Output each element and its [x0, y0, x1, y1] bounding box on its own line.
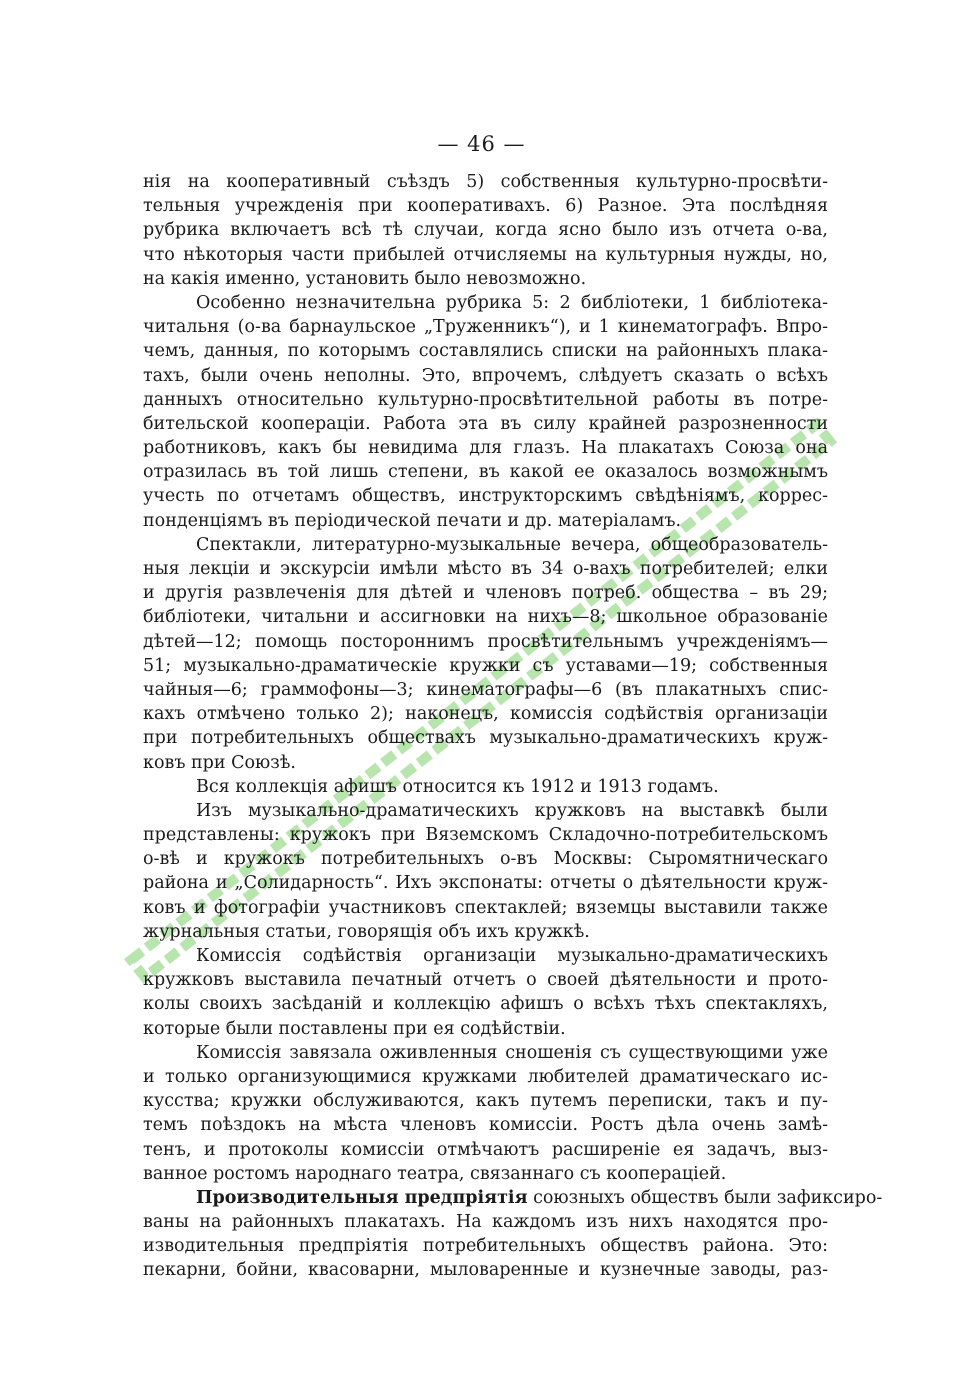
text-line: тенъ, и протоколы комиссіи отмѣчаютъ расширеніе ея задачъ, выз-	[143, 1139, 828, 1160]
text-run: союзныхъ обществъ были зафиксиро-	[527, 1187, 883, 1208]
text-line: дѣтей—12; помощь постороннимъ просвѣтительнымъ учрежденіямъ—	[143, 631, 828, 652]
text-line: ванное ростомъ народнаго театра, связаннаго съ коопераціей.	[143, 1163, 727, 1184]
text-line: и другія развлеченія для дѣтей и членовъ потреб. общества – въ 29;	[143, 583, 828, 604]
text-line: что нѣкоторыя части прибылей отчисляемы на культурныя нужды, но,	[143, 244, 828, 265]
text-line: чемъ, данныя, по которымъ составлялись списки на районныхъ плака-	[143, 341, 828, 362]
text-line: Комиссія завязала оживленныя сношенія съ существующими уже	[196, 1042, 828, 1063]
text-line: кружковъ выставила печатный отчетъ о своей дѣятельности и прото-	[143, 970, 828, 991]
bold-run: Производительныя предпріятія	[196, 1187, 528, 1208]
body-text	[143, 170, 883, 1283]
text-line: Вся коллекція афишъ относится къ 1912 и 1913 годамъ.	[196, 776, 719, 797]
text-line: ваны на районныхъ плакатахъ. На каждомъ изъ нихъ находятся про-	[143, 1212, 828, 1233]
text-line: работниковъ, какъ бы невидима для глазъ. На плакатахъ Союза она	[143, 438, 828, 459]
text-line: отразилась въ той лишь степени, въ какой ее оказалось возможнымъ	[143, 462, 828, 483]
text-line: 51; музыкально-драматическіе кружки съ уставами—19; собственныя	[143, 655, 828, 676]
text-line: журнальныя статьи, говорящія объ ихъ кружкѣ.	[143, 921, 590, 942]
text-line: Спектакли, литературно-музыкальные вечера, общеобразователь-	[196, 534, 828, 555]
text-line: ныя лекціи и экскурсіи имѣли мѣсто въ 34 о-вахъ потребителей; елки	[143, 559, 828, 579]
text-line: тельныя учрежденія при кооперативахъ. 6) Разное. Эта послѣдняя	[143, 196, 828, 217]
text-line: учесть по отчетамъ обществъ, инструкторскимъ свѣдѣніямъ, коррес-	[143, 486, 828, 507]
text-line: кусства; кружки обслуживаются, какъ путемъ переписки, такъ и пу-	[143, 1091, 828, 1112]
text-line: чайныя—6; граммофоны—3; кинематографы—6 (въ плакатныхъ спис-	[143, 679, 828, 700]
text-line: колы своихъ засѣданій и коллекцію афишъ о всѣхъ тѣхъ спектакляхъ,	[143, 994, 828, 1015]
text-line: изводительныя предпріятія потребительныхъ обществъ района. Это:	[143, 1236, 828, 1257]
text-line: тахъ, были очень неполны. Это, впрочемъ, слѣдуетъ сказать о всѣхъ	[143, 365, 828, 386]
text-line: района и „Солидарность“. Ихъ экспонаты: отчеты о дѣятельности круж-	[143, 873, 828, 894]
text-line	[143, 1186, 883, 1210]
text-line: темъ поѣздокъ на мѣста членовъ комиссіи. Ростъ дѣла очень замѣ-	[143, 1115, 828, 1136]
text-line: ковъ при Союзѣ.	[143, 752, 296, 773]
text-line: при потребительныхъ обществахъ музыкально-драматическихъ круж-	[143, 728, 828, 749]
text-line: представлены: кружокъ при Вяземскомъ Складочно-потребительскомъ	[143, 825, 828, 846]
text-line: рубрика включаетъ всѣ тѣ случаи, когда ясно было изъ отчета о-ва,	[143, 220, 828, 241]
text-line: нія на кооперативный съѣздъ 5) собственныя культурно-просвѣти-	[143, 172, 828, 192]
text-line: понденціямъ въ періодической печати и др. матеріаламъ.	[143, 510, 682, 531]
text-line: о-вѣ и кружокъ потребительныхъ о-въ Москвы: Сыромятническаго	[143, 849, 828, 870]
text-line: Особенно незначительна рубрика 5: 2 библіотеки, 1 библіотека-	[196, 292, 828, 313]
text-line: Комиссія содѣйствія организаціи музыкально-драматическихъ	[196, 946, 828, 966]
page-number: — 46 —	[437, 132, 526, 156]
text-line: читальня (о-ва барнаульское „Труженникъ“), и 1 кинематографъ. Впро-	[143, 317, 828, 338]
text-line: пекарни, бойни, квасоварни, мыловаренные и кузнечные заводы, раз-	[143, 1260, 828, 1281]
text-line: библіотеки, читальни и ассигновки на нихъ—8; школьное образованіе	[143, 607, 828, 628]
text-line: кахъ отмѣчено только 2); наконецъ, комиссія содѣйствія организаціи	[143, 704, 828, 725]
text-line: ковъ и фотографіи участниковъ спектаклей; вяземцы выставили также	[143, 897, 828, 918]
text-line: которые были поставлены при ея содѣйствіи.	[143, 1018, 566, 1039]
text-line: на какія именно, установить было невозможно.	[143, 268, 587, 289]
text-line: Изъ музыкально-драматическихъ кружковъ на выставкѣ были	[196, 800, 828, 821]
text-line: бительской коопераціи. Работа эта въ силу крайней разрозненности	[143, 413, 828, 434]
text-line: и только организующимися кружками любителей драматическаго ис-	[143, 1066, 828, 1087]
text-line: данныхъ относительно культурно-просвѣтительной работы въ потре-	[143, 389, 828, 410]
